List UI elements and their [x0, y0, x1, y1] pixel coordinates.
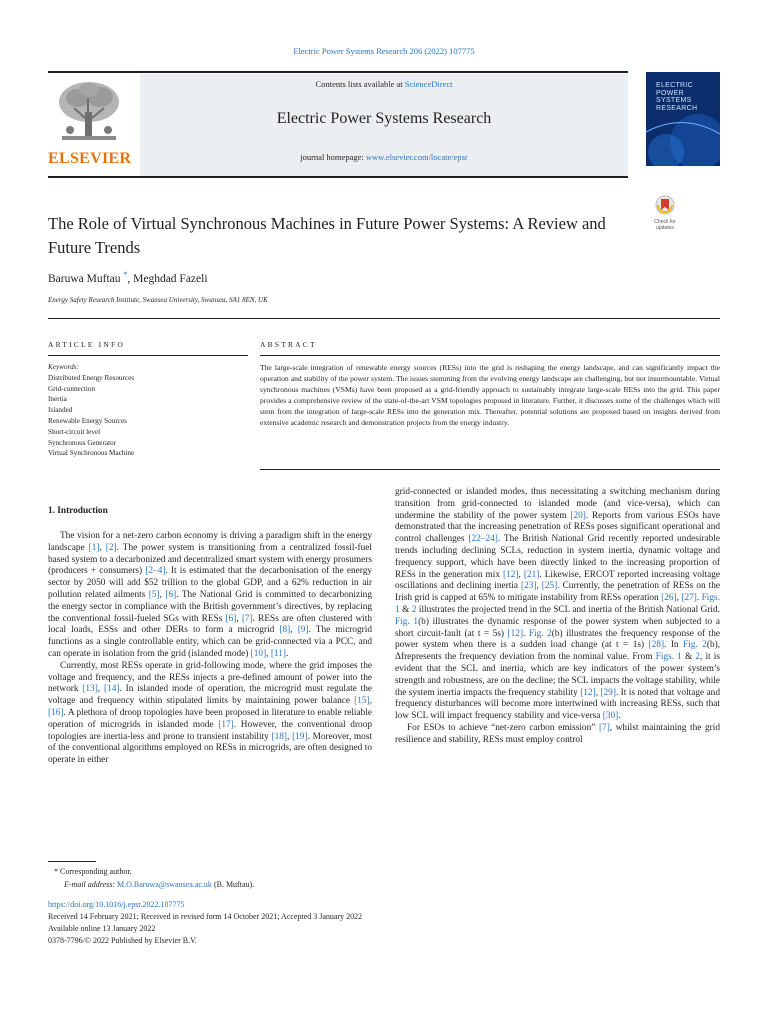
citation-link[interactable]: [23] — [520, 581, 537, 592]
article-info-rule — [48, 355, 248, 356]
citation-link[interactable]: [18] — [271, 731, 288, 742]
section-heading-introduction: 1. Introduction — [48, 506, 108, 516]
text-run: . It is noted that voltage and frequency disturbances will become more intertwined with increasing RESs, such that low SCL will impact frequency stability and vice-versa — [395, 687, 720, 722]
email-link[interactable]: M.O.Baruwa@swansea.ac.uk — [117, 880, 212, 889]
homepage-prefix: journal homepage: — [300, 152, 366, 162]
contents-prefix: Contents lists available at — [315, 79, 405, 89]
homepage-link[interactable]: www.elsevier.com/locate/epsr — [365, 152, 468, 162]
footnote-mark: * — [54, 867, 58, 876]
text-run: For ESOs to achieve “net-zero carbon emission” — [407, 722, 599, 733]
citation-link[interactable]: [11] — [270, 648, 286, 659]
text-run: (b) illustrates the dynamic response of the power system when subjected to a short circuit-fault (at t = 5s) — [395, 616, 721, 639]
citation-link[interactable]: [7] — [598, 722, 610, 733]
citation-link[interactable]: [7] — [241, 613, 253, 624]
article-info-heading: ARTICLE INFO — [48, 340, 125, 349]
header-bottom-rule — [48, 176, 628, 178]
author-name: Meghdad Fazeli — [133, 272, 208, 285]
text-run: (b), Δfrepresents the frequency deviation from the nominal value. From — [395, 640, 721, 663]
text-run: . — [285, 648, 289, 659]
text-run: , — [287, 731, 293, 742]
text-run: , — [369, 696, 372, 707]
footnote-rule — [48, 861, 96, 862]
text-run: . — [618, 711, 621, 722]
keyword: Islanded — [48, 406, 73, 415]
text-run: , whilst maintaining the grid resilience and stability, RESs must employ control — [395, 722, 720, 745]
text-run: , — [97, 684, 104, 695]
cover-line: ELECTRIC — [656, 82, 694, 89]
text-run: . A plethora of droop topologies have been proposed in literature to enable reliable operation of microgrids in islanded mode — [48, 707, 372, 730]
keywords-label: Keywords: — [48, 363, 79, 371]
citation-link[interactable]: [22–24] — [468, 534, 498, 545]
citation-link[interactable]: [15] — [354, 696, 370, 707]
check-for-updates-badge[interactable] — [646, 195, 684, 229]
author-list — [48, 270, 208, 285]
citation-link[interactable]: [12] — [507, 628, 524, 639]
contents-line — [140, 79, 628, 89]
cover-line: POWER — [656, 89, 684, 97]
text-run: . In — [664, 640, 684, 651]
text-run: , — [518, 569, 524, 580]
corresponding-footnote — [54, 866, 132, 877]
section-divider — [48, 318, 720, 319]
keyword: Synchronous Generator — [48, 438, 117, 447]
crossmark-line: Check for — [654, 219, 676, 225]
citation-link[interactable]: [6] — [225, 613, 237, 624]
citation-link[interactable]: Figs. 1 — [655, 652, 682, 663]
citation-link[interactable]: [21] — [523, 569, 540, 580]
citation-link[interactable]: [1] — [88, 542, 100, 553]
citation-link[interactable]: [12] — [503, 569, 519, 580]
citation-link[interactable]: [17] — [218, 719, 234, 730]
text-run: . Moreover, most of the conventional algorithms employed on RESs in microgrids, are often designed to operate in either — [48, 731, 372, 766]
text-run: . The British National Grid recently reported undesirable trends including declining SCLs, reduction in system inertia, dynamic voltage and frequency support, which have been directly linked to the increasing proportion of RESs in the generation mix — [395, 534, 720, 580]
paragraph — [48, 661, 372, 767]
cover-title — [656, 82, 706, 112]
journal-cover-image[interactable] — [646, 72, 720, 166]
citation-link[interactable]: Electric Power Systems Research 206 (2022) 107775 — [293, 46, 475, 56]
citation-link[interactable]: [8] — [279, 625, 291, 636]
citation-link[interactable]: Figs. 1 — [395, 593, 720, 615]
cover-line: SYSTEMS — [656, 97, 692, 104]
text-run: . RESs are often clustered with local loads, ESSs and other DERs to form a microgrid — [48, 613, 372, 636]
citation-link[interactable]: [29] — [600, 687, 616, 698]
email-footnote — [64, 879, 254, 890]
abstract-text: The large-scale integration of renewable energy sources (RESs) into the grid is reshaping the energy landscape, and can significantly impact the operation and stability of the power system. The issues stemming from the evolving energy landscape are challenging, but not insurmountable. Virtual synchronous machines (VSMs) have been proposed as a grid-friendly approach to sustainably integrate large-scale RESs into the grid. This paper provides a comprehensive review of the state-of-the-art VSM topologies proposed in literature. Further, it discusses some of the challenges which will stem from the integration of large-scale RESs into the generation mix. Thereafter, potential solutions are proposed based on insights derived from extensive academic research and demonstration projects from the energy industry. — [260, 363, 720, 427]
abstract-heading: ABSTRACT — [260, 340, 317, 349]
email-label: E-mail address: — [64, 880, 118, 889]
text-run: The vision for a net-zero carbon economy is driving a paradigm shift in the energy landscape — [48, 531, 372, 553]
text-run: , — [536, 581, 542, 592]
text-run: & — [681, 652, 696, 663]
text-run: , it is evident that the SCL and inertia, which are key indicators of the power system’s strength and robustness, are on the decline; the SCL impacts the voltage stability, while the system inertia impacts the frequency stability — [395, 652, 720, 698]
received-dates: Received 14 February 2021; Received in revised form 14 October 2021; Accepted 3 January 2022 — [48, 912, 363, 921]
email-suffix: (B. Muftau). — [211, 880, 255, 889]
text-run: , — [236, 613, 242, 624]
citation-link[interactable]: Fig. 1 — [395, 616, 419, 627]
text-run: , — [99, 542, 106, 553]
citation-link[interactable]: [27] — [681, 593, 697, 604]
journal-homepage — [140, 152, 628, 162]
text-run: , — [595, 687, 601, 698]
crossmark-icon — [646, 195, 684, 215]
keyword: Grid-connection — [48, 384, 96, 393]
doi-link-line[interactable] — [48, 899, 185, 910]
author-name: Baruwa Muftau — [48, 272, 121, 285]
paragraph — [48, 531, 372, 661]
text-run: . The power system is transitioning from a centralized fossil-fuel based system to a decarbonized and decentralized smart system with energy prosumers (producers + consumers) — [48, 542, 372, 577]
footnote-text: Corresponding author. — [60, 867, 132, 876]
text-run: . The National Grid is committed to decarbonizing the energy sector in compliance with the British government’s directives, by replacing the conventional fossil-fueled SGs with RESs — [48, 589, 372, 624]
citation-link[interactable]: [19] — [292, 731, 308, 742]
text-run: Currently, most RESs operate in grid-following mode, where the grid imposes the voltage and frequency, and the RESs injects a pre-defined amount of power into the network — [48, 660, 372, 695]
citation-link[interactable]: [13] — [82, 684, 98, 695]
article-title: The Role of Virtual Synchronous Machines in Future Power Systems: A Review and Future Trends — [48, 214, 606, 257]
text-run: , — [290, 625, 298, 636]
text-run: grid-connected or islanded modes, thus necessitating a switching mechanism during transition from grid-connected to islanded mode (and vice-versa), which can undermine the stability of the power system — [395, 487, 720, 521]
citation-link[interactable]: [14] — [103, 684, 120, 695]
text-run: . Likewise, ERCOT reported increasing voltage oscillations and declining inertia — [395, 569, 720, 592]
abstract-rule — [260, 355, 720, 356]
text-run: . However, the conventional droop topologies are inertia-less and prone to transient instability — [48, 719, 372, 742]
copyright-line: 0378-7796/© 2022 Published by Elsevier B.V. — [48, 936, 197, 945]
journal-title: Electric Power Systems Research — [276, 110, 492, 127]
journal-citation[interactable] — [0, 46, 768, 56]
text-run: . It is estimated that the decarbonisation of the energy sector by 2050 will add $52 trillion to the global GDP, and a 62% reduction in air pollution related ailments — [48, 566, 373, 600]
text-run: . — [696, 593, 702, 604]
citation-link[interactable]: [25] — [541, 581, 558, 592]
header-top-rule — [48, 71, 628, 73]
citation-link[interactable]: Fig. 2 — [528, 628, 552, 639]
text-run: . — [523, 628, 529, 639]
keyword: Distributed Energy Resources — [48, 373, 135, 382]
citation-link[interactable]: [6] — [165, 589, 177, 600]
available-online: Available online 13 January 2022 — [48, 924, 156, 933]
text-run: (b) illustrates the frequency response of the power system when there is a sudden load change (at t = 1s) — [395, 628, 720, 651]
elsevier-wordmark: ELSEVIER — [48, 150, 132, 167]
corresponding-author-mark[interactable]: * — [123, 270, 128, 279]
text-run: & — [399, 604, 412, 615]
text-run: , — [676, 593, 682, 604]
citation-link[interactable]: [26] — [661, 593, 677, 604]
keyword: Virtual Synchronous Machine — [48, 449, 135, 458]
cover-line: RESEARCH — [656, 104, 698, 112]
citation-link[interactable]: [2] — [105, 542, 117, 553]
citation-link[interactable]: [10] — [250, 648, 267, 659]
author-affiliation: Energy Safety Research Institute, Swansea University, Swansea, SA1 8EN, UK — [48, 296, 268, 304]
text-run: . Reports from various ESOs have demonstrated that the increasing penetration of RESs poses significant operational and control challenges — [395, 510, 720, 545]
body-column-right — [395, 487, 720, 747]
citation-link[interactable]: [5] — [148, 589, 160, 600]
crossmark-line: updates — [656, 224, 674, 231]
doi-link[interactable]: https://doi.org/10.1016/j.epsr.2022.107775 — [48, 900, 185, 909]
citation-link[interactable]: 2 — [695, 652, 700, 663]
text-run: . Currently, the penetration of RESs on the Irish grid is capped at 65% to mitigate instability from RESs operation — [395, 581, 720, 604]
keywords-list — [48, 362, 134, 459]
citation-link[interactable]: [2–4] — [145, 566, 166, 577]
citation-link[interactable]: [28] — [648, 640, 665, 651]
citation-link[interactable]: [9] — [297, 625, 309, 636]
citation-link[interactable]: 2 — [411, 604, 417, 615]
keyword: Short-circuit level — [48, 427, 101, 436]
text-run: , — [266, 648, 271, 659]
citation-link[interactable]: Fig. 2 — [683, 640, 707, 651]
body-column-left — [48, 531, 372, 767]
citation-link[interactable]: [12] — [580, 687, 596, 698]
paragraph — [395, 487, 720, 723]
citation-link[interactable]: [30] — [602, 711, 619, 722]
author-separator: , — [127, 272, 134, 285]
paragraph — [395, 723, 720, 747]
sciencedirect-link[interactable]: ScienceDirect — [404, 79, 453, 89]
keyword: Renewable Energy Sources — [48, 416, 127, 425]
text-run: illustrates the projected trend in the SCL and inertia of the British National Grid. — [416, 604, 720, 615]
citation-link[interactable]: [16] — [48, 707, 64, 718]
citation-link[interactable]: [20] — [570, 510, 586, 521]
keyword: Inertia — [48, 395, 67, 404]
text-run: . The microgrid functions as a single controllable entity, which can be grid-connected via a PCC, and can operate in isolation from the grid (islanded mode) — [48, 625, 372, 659]
text-run: , — [159, 589, 166, 600]
text-run: . In islanded mode of operation, the microgrid must regulate the voltage and frequency within stipulated limits by maintaining power balance — [48, 684, 372, 707]
abstract-bottom-rule — [260, 469, 720, 470]
